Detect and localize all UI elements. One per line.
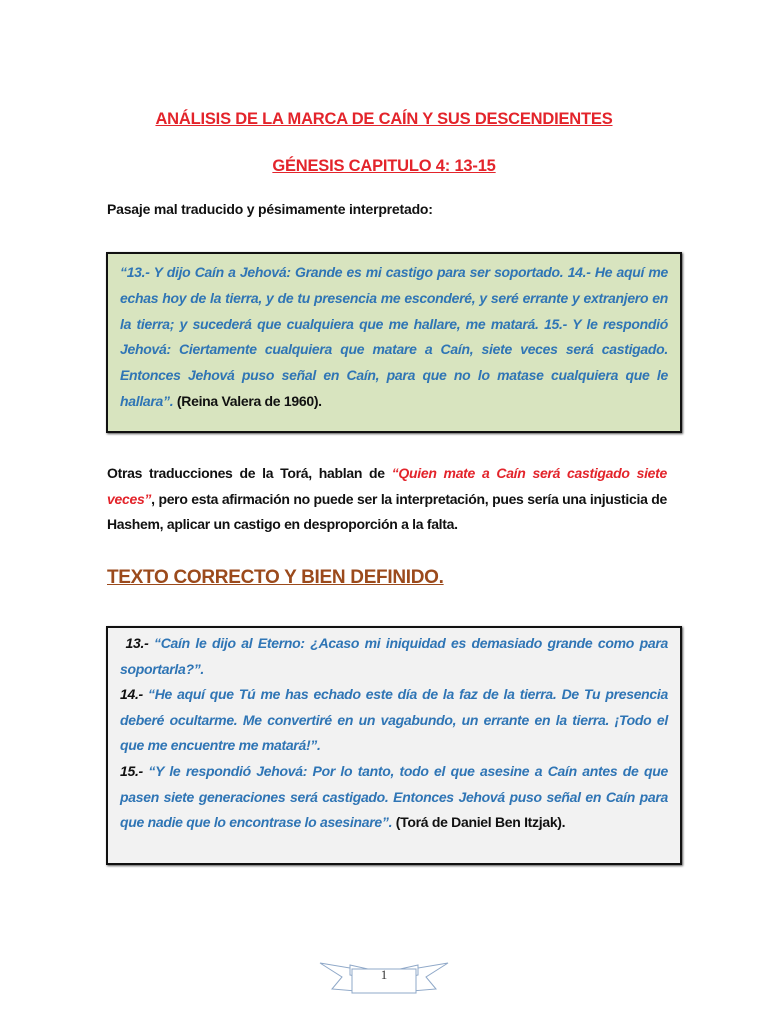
verse-number: 15.- — [120, 762, 143, 779]
document-subtitle: GÉNESIS CAPITULO 4: 13-15 — [272, 157, 496, 175]
verse-text: “Caín le dijo al Eterno: ¿Acaso mi iniquidad es demasiado grande como para soportarla?”. — [120, 635, 668, 677]
intro-text: Pasaje mal traducido y pésimamente interpretado: — [107, 201, 433, 217]
document-title: ANÁLISIS DE LA MARCA DE CAÍN Y SUS DESCENDIENTES — [155, 110, 613, 128]
page-number: 1 — [380, 967, 388, 982]
paragraph-text-before: Otras traducciones de la Torá, hablan de — [107, 465, 392, 481]
verse-number: 14.- — [120, 686, 143, 703]
quote-box-reina-valera — [106, 252, 682, 433]
verse-14 — [120, 682, 668, 759]
quote-source: (Reina Valera de 1960). — [176, 392, 322, 409]
body-paragraph — [107, 461, 667, 538]
quote-box-tora — [106, 626, 682, 865]
paragraph-highlight: “Quien mate a Caín será castigado siete veces” — [107, 465, 668, 507]
page-number-ribbon — [318, 955, 450, 1000]
paragraph-text-after: , pero esta afirmación no puede ser la interpretación, pues sería una injusticia de Hashem, aplicar un castigo en desproporción a la falta. — [107, 490, 667, 533]
verse-number: 13.- — [125, 635, 149, 651]
verse-text: “He aquí que Tú me has echado este día de la faz de la tierra. De Tu presencia deberé ocultarme. Me convertiré en un vagabundo, un errante en la tierra. ¡Todo el que me encuentre me matará!”. — [120, 686, 668, 754]
quote-text: “13.- Y dijo Caín a Jehová: Grande es mi castigo para ser soportado. 14.- He aquí me echas hoy de la tierra, y de tu presencia me esconderé, y seré errante y extranjero en la tierra; y sucederá que cualquiera que me hallare, me matará. 15.- Y le respondió Jehová: Ciertamente cualquiera que matare a Caín, siete veces será castigado. Entonces Jehová puso señal en Caín, para que no lo matase cualquiera que le hallara”. — [120, 264, 668, 409]
quote-source: (Torá de Daniel Ben Itzjak). — [395, 814, 566, 831]
verse-15 — [120, 759, 668, 836]
verse-text: “Y le respondió Jehová: Por lo tanto, todo el que asesine a Caín antes de que pasen siete generaciones será castigado. Entonces Jehová puso señal en Caín para que nadie que lo encontrase lo asesinare”. — [120, 762, 668, 831]
verse-13 — [120, 631, 668, 682]
section-heading: TEXTO CORRECTO Y BIEN DEFINIDO. — [107, 567, 444, 588]
